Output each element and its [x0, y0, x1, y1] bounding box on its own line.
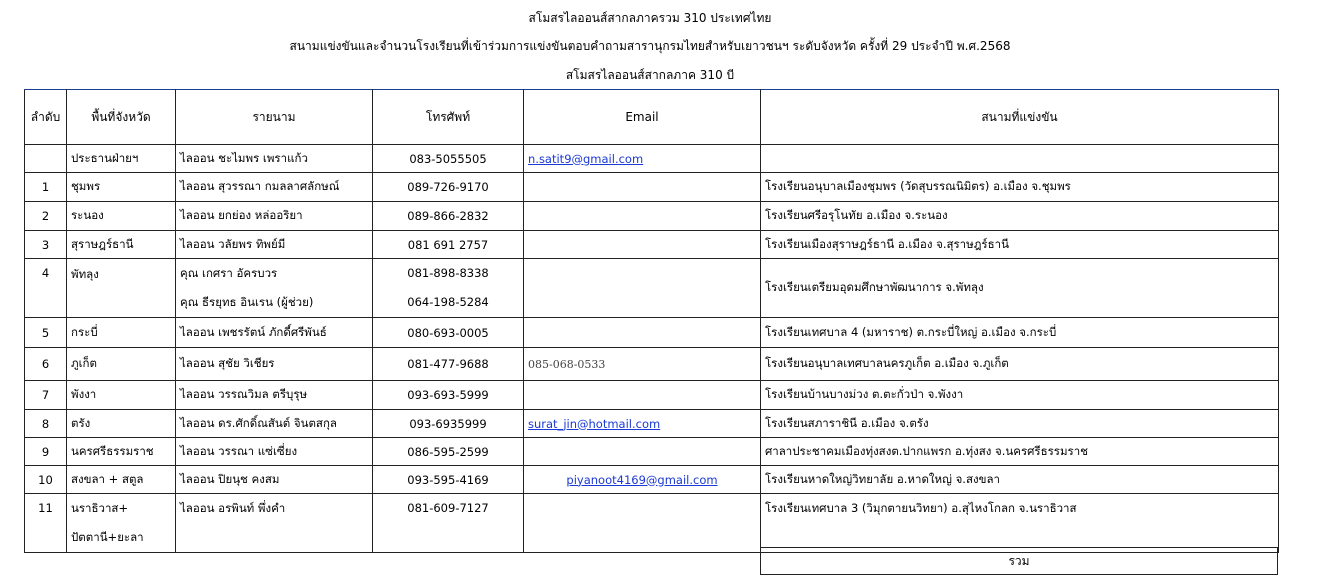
table-row [25, 410, 1279, 438]
col-header-province: พื้นที่จังหวัด [67, 90, 176, 145]
table-row [25, 145, 1279, 173]
cell-email [524, 381, 761, 410]
cell-email [524, 173, 761, 202]
cell-province: ตรัง [67, 410, 176, 438]
table-row [25, 259, 1279, 318]
total-cell: รวม [760, 547, 1278, 575]
name-line: คุณ เกศรา อัครบวร [180, 266, 278, 280]
cell-province: นครศรีธรรมราช [67, 438, 176, 466]
cell-venue: โรงเรียนสภาราชินี อ.เมือง จ.ตรัง [761, 410, 1279, 438]
cell-venue: โรงเรียนศรีอรุโนทัย อ.เมือง จ.ระนอง [761, 202, 1279, 231]
cell-no: 10 [25, 466, 67, 494]
col-header-venue: สนามที่แข่งขัน [761, 90, 1279, 145]
cell-phone [373, 259, 524, 318]
cell-province: กระบี่ [67, 318, 176, 348]
cell-no: 1 [25, 173, 67, 202]
cell-venue: โรงเรียนเทศบาล 3 (วิมุกตายนวิทยา) อ.สุไหงโกลก จ.นราธิวาส [761, 494, 1279, 553]
cell-no: 9 [25, 438, 67, 466]
email-link[interactable]: piyanoot4169@gmail.com [566, 472, 718, 487]
cell-province: ประธานฝ่ายฯ [67, 145, 176, 173]
cell-email [524, 494, 761, 553]
email-link[interactable]: n.satit9@gmail.com [528, 151, 644, 166]
cell-phone: 081-609-7127 [373, 494, 524, 553]
cell-email [524, 259, 761, 318]
cell-phone: 093-693-5999 [373, 381, 524, 410]
cell-email [524, 202, 761, 231]
title-line-1: สโมสรไลออนส์สากลภาครวม 310 ประเทศไทย [528, 11, 772, 25]
table-row [25, 231, 1279, 259]
cell-email [524, 410, 761, 438]
cell-venue: โรงเรียนเมืองสุราษฎร์ธานี อ.เมือง จ.สุราษฎร์ธานี [761, 231, 1279, 259]
cell-province: ระนอง [67, 202, 176, 231]
cell-province: พัทลุง [67, 259, 176, 318]
phone-line-assistant: 064-198-5284 [407, 295, 489, 309]
table-row [25, 466, 1279, 494]
email-link[interactable]: surat_jin@hotmail.com [528, 416, 661, 431]
table-header-row [25, 90, 1279, 145]
cell-phone: 086-595-2599 [373, 438, 524, 466]
cell-name: ไลออน วลัยพร ทิพย์มี [176, 231, 373, 259]
cell-phone: 080-693-0005 [373, 318, 524, 348]
province-line-2: ปัตตานี+ยะลา [71, 530, 144, 544]
table-row [25, 202, 1279, 231]
cell-name: ไลออน อรพินท์ พึ่งคำ [176, 494, 373, 553]
cell-name: ไลออน วรรณา แซ่เซี่ยง [176, 438, 373, 466]
province-line: นราธิวาส+ [71, 501, 129, 515]
title-line-2: สนามแข่งขันและจำนวนโรงเรียนที่เข้าร่วมการแข่งขันตอบคำถามสารานุกรมไทยสำหรับเยาวชนฯ ระดับจังหวัด ครั้งที่ 29 ประจำปี พ.ศ.2568 [289, 39, 1011, 53]
cell-name: ไลออน สุวรรณา กมลลาศลักษณ์ [176, 173, 373, 202]
table-row [25, 381, 1279, 410]
cell-province: ภูเก็ต [67, 348, 176, 381]
cell-no: 7 [25, 381, 67, 410]
cell-province: สงขลา + สตูล [67, 466, 176, 494]
table-row [25, 173, 1279, 202]
col-header-name: รายนาม [176, 90, 373, 145]
cell-venue: โรงเรียนเตรียมอุดมศึกษาพัฒนาการ จ.พัทลุง [761, 259, 1279, 318]
cell-email [524, 348, 761, 381]
cell-venue: โรงเรียนอนุบาลเมืองชุมพร (วัดสุบรรณนิมิตร) อ.เมือง จ.ชุมพร [761, 173, 1279, 202]
cell-name: ไลออน เพชรรัตน์ ภักดี์ศรีพันธ์ [176, 318, 373, 348]
cell-venue: ศาลาประชาคมเมืองทุ่งสงต.ปากแพรก อ.ทุ่งสง จ.นครศรีธรรมราช [761, 438, 1279, 466]
contest-venue-table [24, 89, 1279, 553]
cell-venue: โรงเรียนเทศบาล 4 (มหาราช) ต.กระบี่ใหญ่ อ.เมือง จ.กระบี่ [761, 318, 1279, 348]
cell-phone: 083-5055505 [373, 145, 524, 173]
col-header-no: ลำดับ [25, 90, 67, 145]
cell-name: ไลออน สุชัย วิเชียร [176, 348, 373, 381]
cell-no: 3 [25, 231, 67, 259]
cell-name: ไลออน ดร.ศักดิ์ณสันต์ จินตสกุล [176, 410, 373, 438]
cell-no [25, 145, 67, 173]
cell-no: 6 [25, 348, 67, 381]
cell-province: พังงา [67, 381, 176, 410]
cell-phone: 093-595-4169 [373, 466, 524, 494]
name-line-assistant: คุณ ธีรยุทธ อินเรน (ผู้ช่วย) [180, 295, 314, 309]
alt-phone-text: 085-068-0533 [528, 358, 606, 371]
table-row [25, 318, 1279, 348]
table-row [25, 348, 1279, 381]
col-header-phone: โทรศัพท์ [373, 90, 524, 145]
table-row [25, 494, 1279, 553]
cell-name: ไลออน ยกย่อง หล่ออริยา [176, 202, 373, 231]
cell-name: ไลออน ชะไมพร เพราแก้ว [176, 145, 373, 173]
cell-venue: โรงเรียนบ้านบางม่วง ต.ตะกั่วป่า จ.พังงา [761, 381, 1279, 410]
cell-province: สุราษฎร์ธานี [67, 231, 176, 259]
cell-no: 2 [25, 202, 67, 231]
cell-venue: โรงเรียนอนุบาลเทศบาลนครภูเก็ต อ.เมือง จ.ภูเก็ต [761, 348, 1279, 381]
phone-line: 081-898-8338 [407, 266, 489, 280]
cell-venue [761, 145, 1279, 173]
cell-no: 8 [25, 410, 67, 438]
cell-name: ไลออน ปิยนุช คงสม [176, 466, 373, 494]
cell-email [524, 231, 761, 259]
cell-email [524, 438, 761, 466]
cell-name: ไลออน วรรณวิมล ตรีบุรุษ [176, 381, 373, 410]
cell-province [67, 494, 176, 553]
cell-name [176, 259, 373, 318]
cell-phone: 089-866-2832 [373, 202, 524, 231]
cell-no: 4 [25, 259, 67, 318]
title-line-3: สโมสรไลออนส์สากลภาค 310 บี [565, 68, 735, 82]
cell-province: ชุมพร [67, 173, 176, 202]
cell-venue: โรงเรียนหาดใหญ่วิทยาลัย อ.หาดใหญ่ จ.สงขลา [761, 466, 1279, 494]
cell-no: 5 [25, 318, 67, 348]
cell-phone: 089-726-9170 [373, 173, 524, 202]
cell-no: 11 [25, 494, 67, 553]
col-header-email: Email [524, 90, 761, 145]
cell-phone: 093-6935999 [373, 410, 524, 438]
cell-phone: 081-477-9688 [373, 348, 524, 381]
cell-email [524, 318, 761, 348]
cell-email [524, 145, 761, 173]
cell-email [524, 466, 761, 494]
table-row [25, 438, 1279, 466]
cell-phone: 081 691 2757 [373, 231, 524, 259]
